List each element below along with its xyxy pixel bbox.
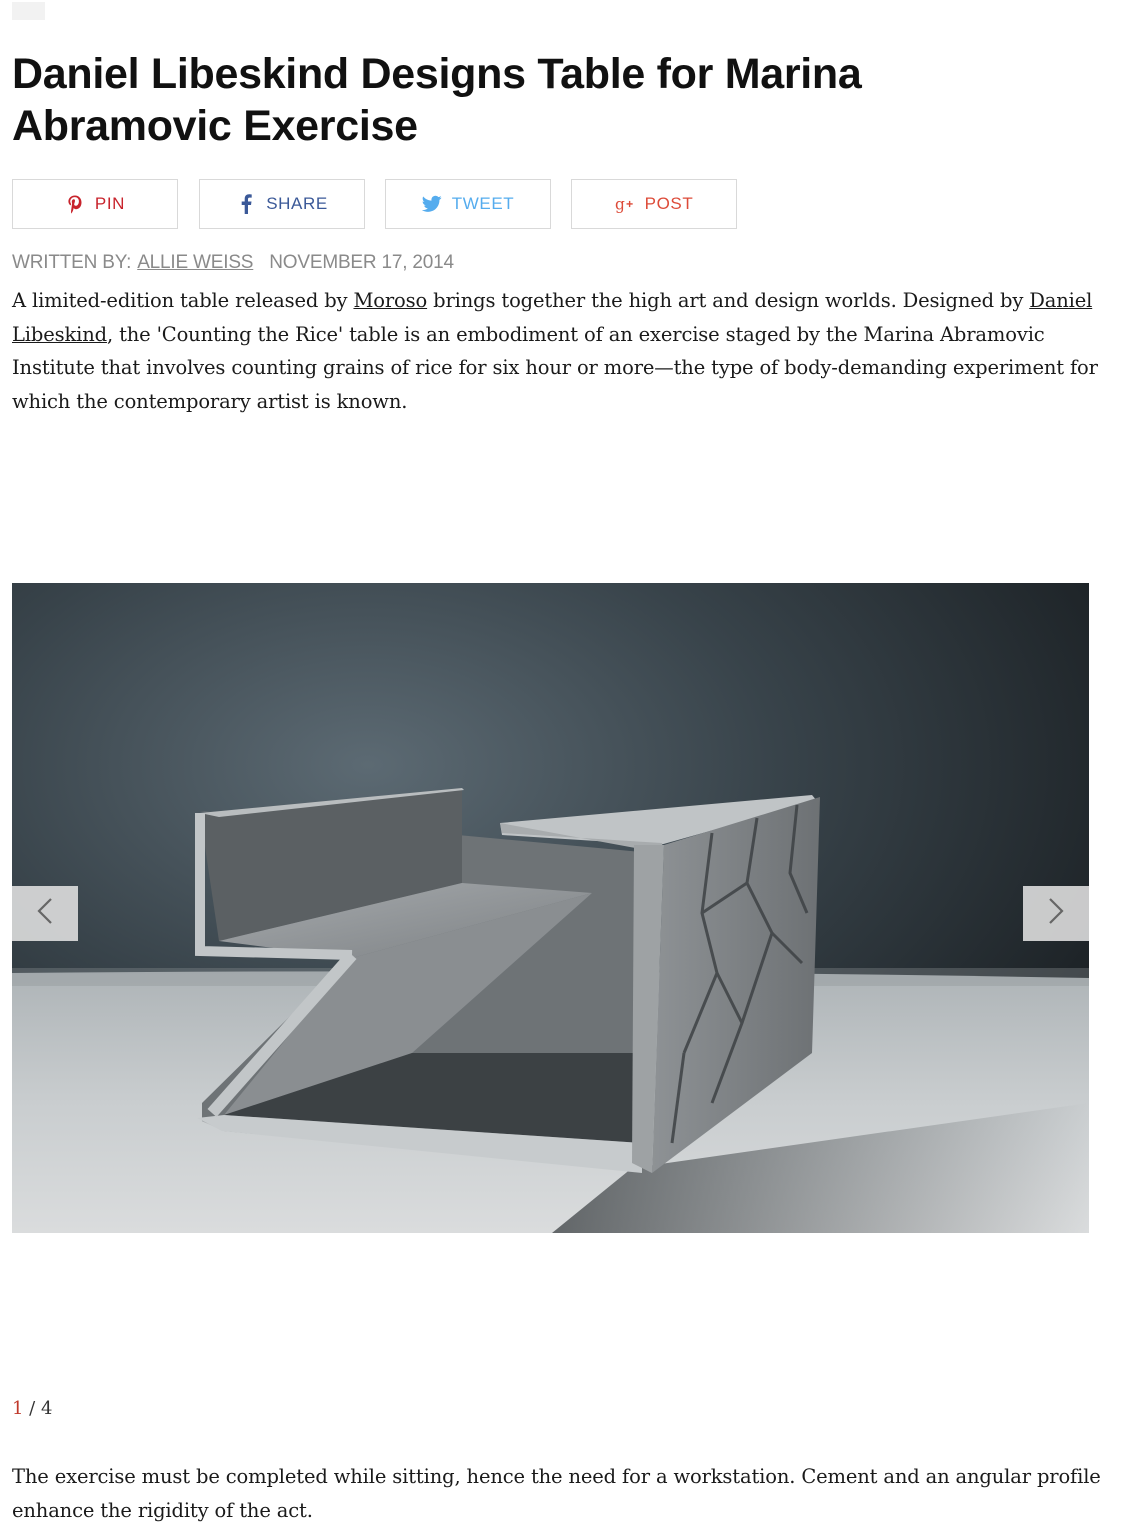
svg-text:g: g xyxy=(614,195,625,214)
libeskind-link[interactable]: Daniel Libeskind xyxy=(12,289,1093,346)
author-link[interactable]: ALLIE WEISS xyxy=(137,252,254,273)
google-plus-icon xyxy=(615,194,635,214)
chevron-right-icon xyxy=(1046,896,1066,931)
share-label: SHARE xyxy=(266,194,328,213)
slideshow-next-button[interactable] xyxy=(1023,886,1089,941)
pin-button[interactable] xyxy=(12,179,178,229)
slideshow-prev-button[interactable] xyxy=(12,886,78,941)
header-placeholder xyxy=(12,2,45,20)
slide-total: 4 xyxy=(40,1398,53,1419)
slide-counter xyxy=(12,1398,52,1419)
facebook-icon xyxy=(236,194,256,214)
publish-date: NOVEMBER 17, 2014 xyxy=(269,252,454,273)
twitter-icon xyxy=(422,194,442,214)
chevron-left-icon xyxy=(35,896,55,931)
slide-current: 1 xyxy=(12,1398,24,1419)
google-plus-post-button[interactable] xyxy=(571,179,737,229)
intro-text: brings together the high art and design worlds. Designed by xyxy=(427,289,1030,312)
article-title: Daniel Libeskind Designs Table for Marina Abramovic Exercise xyxy=(12,50,862,150)
intro-text: A limited-edition table released by xyxy=(12,289,354,312)
facebook-share-button[interactable] xyxy=(199,179,365,229)
moroso-link[interactable]: Moroso xyxy=(353,289,428,312)
slide-separator: / xyxy=(23,1398,41,1419)
tweet-button[interactable] xyxy=(385,179,551,229)
byline-label: WRITTEN BY: xyxy=(12,252,132,273)
share-toolbar xyxy=(12,179,752,231)
intro-text: , the 'Counting the Rice' table is an embodiment of an exercise staged by the Marina Abramovic Institute that involves counting grains of rice for six hour or more—the type of body-demanding experiment for which the contemporary artist is known. xyxy=(12,322,1098,413)
post-label: POST xyxy=(644,194,694,213)
tweet-label: TWEET xyxy=(451,194,515,213)
byline xyxy=(12,252,454,276)
intro-paragraph xyxy=(12,284,1102,418)
image-slideshow[interactable] xyxy=(12,583,1089,1233)
pin-label: PIN xyxy=(94,194,126,213)
slide-image-counting-the-rice-table xyxy=(12,583,1089,1233)
pinterest-icon xyxy=(65,194,85,214)
slide-caption: The exercise must be completed while sitting, hence the need for a workstation. Cement and an angular profile enhance the rigidity of the act. xyxy=(12,1465,1101,1522)
